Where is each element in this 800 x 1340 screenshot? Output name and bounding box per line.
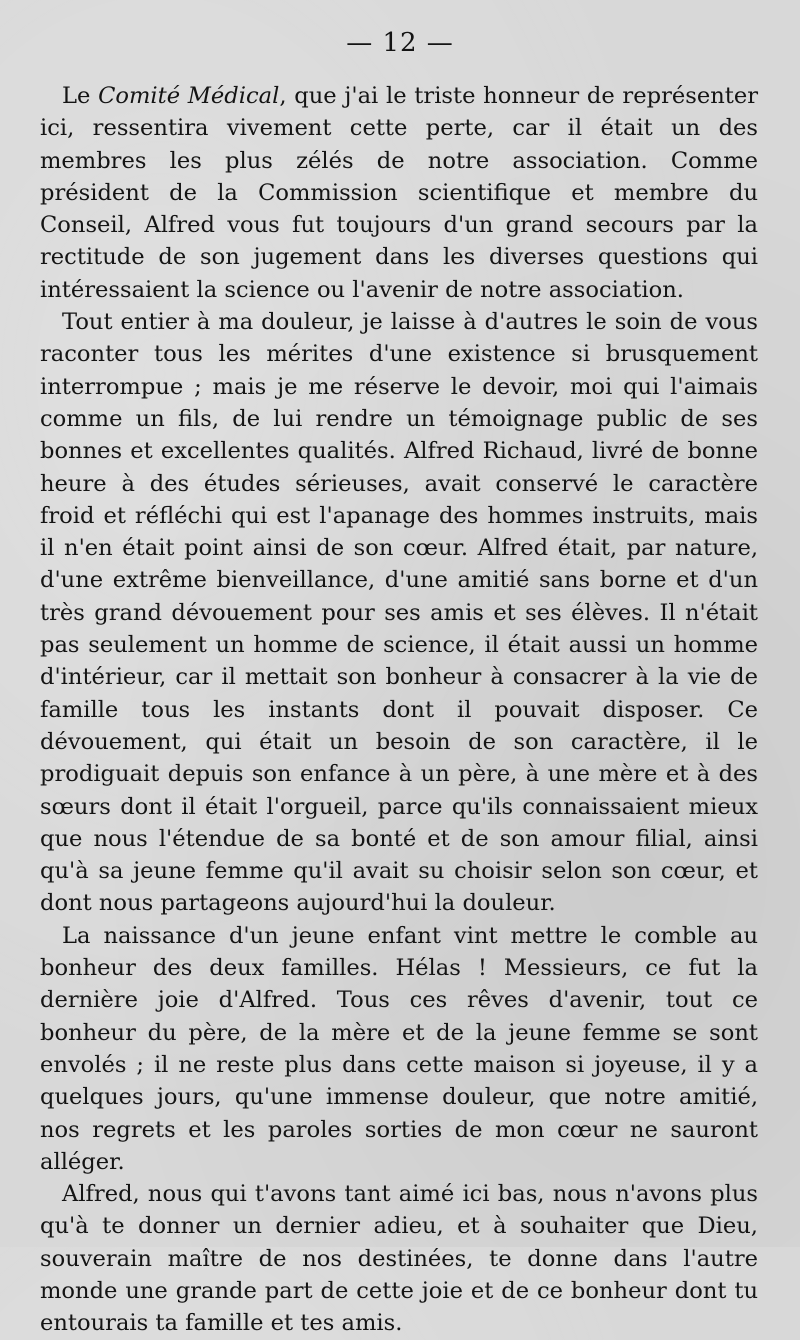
paragraph-4: Alfred, nous qui t'avons tant aimé ici bas, nous n'avons plus qu'à te donner un dernier adieu, et à souhaiter que Dieu, souverain maître de nos destinées, te donne dans l'autre monde une grande part de cette joie et de ce bonheur dont tu entourais ta famille et tes amis. [40,1181,758,1337]
page-number: — 12 — [346,28,454,58]
paragraph-1-text: , que j'ai le triste honneur de représenter ici, ressentira vivement cette perte, car il était un des membres les plus zélés de notre association. Comme président de la Commission scientifique et membre du Conseil, Alfred vous fut toujours d'un grand secours par la rectitude de son jugement dans les diverses questions qui intéressaient la science ou l'avenir de notre association. [40,83,759,303]
paragraph-2: Tout entier à ma douleur, je laisse à d'autres le soin de vous raconter tous les mérites d'une existence si brusquement interrompue ; mais je me réserve le devoir, moi qui l'aimais comme un fils, de lui rendre un témoignage public de ses bonnes et excellentes qualités. Alfred Richaud, livré de bonne heure à des études sérieuses, avait conservé le caractère froid et réfléchi qui est l'apanage des hommes instruits, mais il n'en était point ainsi de son cœur. Alfred était, par nature, d'une extrême bienveillance, d'une amitié sans borne et d'un très grand dévouement pour ses amis et ses élèves. Il n'était pas seulement un homme de science, il était aussi un homme d'intérieur, car il mettait son bonheur à consacrer à la vie de famille tous les instants dont il pouvait disposer. Ce dévouement, qui était un besoin de son caractère, il le prodiguait depuis son enfance à un père, à une mère et à des sœurs dont il était l'orgueil, parce qu'ils connaissaient mieux que nous l'étendue de sa bonté et de son amour filial, ainsi qu'à sa jeune femme qu'il avait su choisir selon son cœur, et dont nous partageons aujourd'hui la douleur. [40,309,758,917]
paragraph-1-emphasis: Comité Médical [98,83,280,109]
paragraph-1 [40,80,758,306]
paragraph-1-lead: Le [62,83,99,109]
body-text [40,80,758,1340]
paragraph-3: La naissance d'un jeune enfant vint mettre le comble au bonheur des deux familles. Hélas ! Messieurs, ce fut la dernière joie d'Alfred. Tous ces rêves d'avenir, tout ce bonheur du père, de la mère et de la jeune femme se sont envolés ; il ne reste plus dans cette maison si joyeuse, il y a quelques jours, qu'une immense douleur, que notre amitié, nos regrets et les paroles sorties de mon cœur ne sauront alléger. [40,922,758,1175]
